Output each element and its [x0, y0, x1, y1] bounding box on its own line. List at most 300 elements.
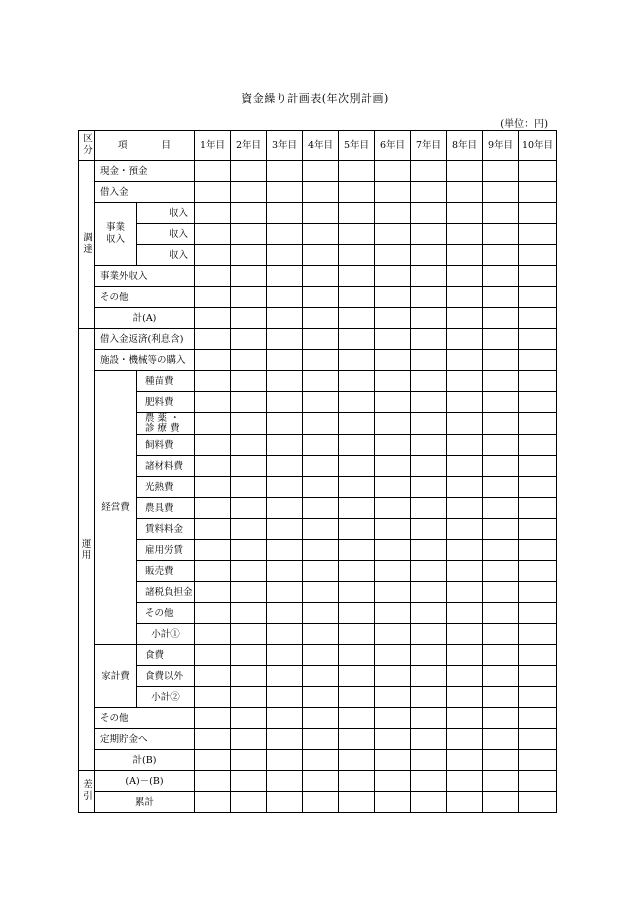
year-value-cell[interactable]: [195, 729, 231, 750]
year-value-cell[interactable]: [339, 792, 375, 813]
year-value-cell[interactable]: [483, 371, 519, 392]
year-value-cell[interactable]: [483, 540, 519, 561]
year-value-cell[interactable]: [231, 329, 267, 350]
year-value-cell[interactable]: [267, 792, 303, 813]
year-value-cell[interactable]: [411, 413, 447, 435]
year-value-cell[interactable]: [483, 224, 519, 245]
year-value-cell[interactable]: [483, 708, 519, 729]
year-value-cell[interactable]: [519, 161, 557, 182]
year-value-cell[interactable]: [267, 308, 303, 329]
year-value-cell[interactable]: [447, 350, 483, 371]
year-value-cell[interactable]: [231, 561, 267, 582]
year-value-cell[interactable]: [483, 645, 519, 666]
year-value-cell[interactable]: [303, 245, 339, 266]
year-value-cell[interactable]: [375, 182, 411, 203]
year-value-cell[interactable]: [483, 792, 519, 813]
year-value-cell[interactable]: [303, 624, 339, 645]
year-value-cell[interactable]: [411, 582, 447, 603]
year-value-cell[interactable]: [195, 519, 231, 540]
year-value-cell[interactable]: [447, 308, 483, 329]
year-value-cell[interactable]: [267, 392, 303, 413]
year-value-cell[interactable]: [519, 771, 557, 792]
year-value-cell[interactable]: [519, 687, 557, 708]
year-value-cell[interactable]: [231, 224, 267, 245]
year-value-cell[interactable]: [411, 687, 447, 708]
year-value-cell[interactable]: [231, 203, 267, 224]
year-value-cell[interactable]: [231, 750, 267, 771]
year-value-cell[interactable]: [519, 666, 557, 687]
year-value-cell[interactable]: [447, 477, 483, 498]
year-value-cell[interactable]: [303, 435, 339, 456]
year-value-cell[interactable]: [195, 708, 231, 729]
year-value-cell[interactable]: [519, 708, 557, 729]
year-value-cell[interactable]: [447, 582, 483, 603]
year-value-cell[interactable]: [195, 161, 231, 182]
year-value-cell[interactable]: [231, 645, 267, 666]
year-value-cell[interactable]: [483, 561, 519, 582]
year-value-cell[interactable]: [339, 308, 375, 329]
year-value-cell[interactable]: [267, 582, 303, 603]
year-value-cell[interactable]: [339, 540, 375, 561]
year-value-cell[interactable]: [483, 666, 519, 687]
year-value-cell[interactable]: [231, 287, 267, 308]
year-value-cell[interactable]: [303, 666, 339, 687]
year-value-cell[interactable]: [339, 266, 375, 287]
year-value-cell[interactable]: [267, 624, 303, 645]
year-value-cell[interactable]: [447, 729, 483, 750]
year-value-cell[interactable]: [375, 624, 411, 645]
year-value-cell[interactable]: [339, 477, 375, 498]
year-value-cell[interactable]: [519, 582, 557, 603]
year-value-cell[interactable]: [231, 308, 267, 329]
year-value-cell[interactable]: [231, 477, 267, 498]
year-value-cell[interactable]: [483, 519, 519, 540]
year-value-cell[interactable]: [267, 435, 303, 456]
year-value-cell[interactable]: [483, 456, 519, 477]
year-value-cell[interactable]: [519, 729, 557, 750]
year-value-cell[interactable]: [303, 498, 339, 519]
year-value-cell[interactable]: [483, 477, 519, 498]
year-value-cell[interactable]: [411, 392, 447, 413]
year-value-cell[interactable]: [483, 729, 519, 750]
year-value-cell[interactable]: [231, 435, 267, 456]
year-value-cell[interactable]: [411, 540, 447, 561]
year-value-cell[interactable]: [375, 266, 411, 287]
year-value-cell[interactable]: [303, 287, 339, 308]
year-value-cell[interactable]: [519, 266, 557, 287]
year-value-cell[interactable]: [303, 266, 339, 287]
year-value-cell[interactable]: [303, 561, 339, 582]
year-value-cell[interactable]: [339, 413, 375, 435]
year-value-cell[interactable]: [195, 413, 231, 435]
year-value-cell[interactable]: [375, 371, 411, 392]
year-value-cell[interactable]: [303, 182, 339, 203]
year-value-cell[interactable]: [483, 687, 519, 708]
year-value-cell[interactable]: [195, 750, 231, 771]
year-value-cell[interactable]: [519, 371, 557, 392]
year-value-cell[interactable]: [411, 477, 447, 498]
year-value-cell[interactable]: [195, 245, 231, 266]
year-value-cell[interactable]: [231, 792, 267, 813]
year-value-cell[interactable]: [231, 245, 267, 266]
year-value-cell[interactable]: [339, 729, 375, 750]
year-value-cell[interactable]: [519, 350, 557, 371]
year-value-cell[interactable]: [447, 224, 483, 245]
year-value-cell[interactable]: [375, 771, 411, 792]
year-value-cell[interactable]: [195, 287, 231, 308]
year-value-cell[interactable]: [375, 413, 411, 435]
year-value-cell[interactable]: [447, 771, 483, 792]
year-value-cell[interactable]: [267, 329, 303, 350]
year-value-cell[interactable]: [339, 287, 375, 308]
year-value-cell[interactable]: [339, 519, 375, 540]
year-value-cell[interactable]: [339, 350, 375, 371]
year-value-cell[interactable]: [483, 329, 519, 350]
year-value-cell[interactable]: [267, 287, 303, 308]
year-value-cell[interactable]: [447, 750, 483, 771]
year-value-cell[interactable]: [483, 161, 519, 182]
year-value-cell[interactable]: [375, 329, 411, 350]
year-value-cell[interactable]: [303, 350, 339, 371]
year-value-cell[interactable]: [195, 582, 231, 603]
year-value-cell[interactable]: [447, 435, 483, 456]
year-value-cell[interactable]: [195, 603, 231, 624]
year-value-cell[interactable]: [411, 203, 447, 224]
year-value-cell[interactable]: [483, 750, 519, 771]
year-value-cell[interactable]: [519, 792, 557, 813]
year-value-cell[interactable]: [303, 392, 339, 413]
year-value-cell[interactable]: [447, 561, 483, 582]
year-value-cell[interactable]: [411, 287, 447, 308]
year-value-cell[interactable]: [231, 540, 267, 561]
year-value-cell[interactable]: [267, 456, 303, 477]
year-value-cell[interactable]: [447, 624, 483, 645]
year-value-cell[interactable]: [303, 708, 339, 729]
year-value-cell[interactable]: [267, 477, 303, 498]
year-value-cell[interactable]: [519, 308, 557, 329]
year-value-cell[interactable]: [231, 687, 267, 708]
year-value-cell[interactable]: [303, 224, 339, 245]
year-value-cell[interactable]: [267, 561, 303, 582]
year-value-cell[interactable]: [339, 329, 375, 350]
year-value-cell[interactable]: [447, 519, 483, 540]
year-value-cell[interactable]: [195, 308, 231, 329]
year-value-cell[interactable]: [339, 708, 375, 729]
year-value-cell[interactable]: [303, 519, 339, 540]
year-value-cell[interactable]: [411, 245, 447, 266]
year-value-cell[interactable]: [339, 771, 375, 792]
year-value-cell[interactable]: [339, 561, 375, 582]
year-value-cell[interactable]: [519, 287, 557, 308]
year-value-cell[interactable]: [231, 161, 267, 182]
year-value-cell[interactable]: [483, 203, 519, 224]
year-value-cell[interactable]: [411, 329, 447, 350]
year-value-cell[interactable]: [375, 792, 411, 813]
year-value-cell[interactable]: [483, 245, 519, 266]
year-value-cell[interactable]: [447, 161, 483, 182]
year-value-cell[interactable]: [375, 435, 411, 456]
year-value-cell[interactable]: [267, 498, 303, 519]
year-value-cell[interactable]: [375, 161, 411, 182]
year-value-cell[interactable]: [339, 603, 375, 624]
year-value-cell[interactable]: [483, 266, 519, 287]
year-value-cell[interactable]: [267, 771, 303, 792]
year-value-cell[interactable]: [303, 750, 339, 771]
year-value-cell[interactable]: [339, 582, 375, 603]
year-value-cell[interactable]: [339, 371, 375, 392]
year-value-cell[interactable]: [519, 624, 557, 645]
year-value-cell[interactable]: [519, 603, 557, 624]
year-value-cell[interactable]: [483, 350, 519, 371]
year-value-cell[interactable]: [375, 498, 411, 519]
year-value-cell[interactable]: [195, 498, 231, 519]
year-value-cell[interactable]: [411, 266, 447, 287]
year-value-cell[interactable]: [195, 329, 231, 350]
year-value-cell[interactable]: [195, 540, 231, 561]
year-value-cell[interactable]: [411, 708, 447, 729]
year-value-cell[interactable]: [483, 392, 519, 413]
year-value-cell[interactable]: [375, 350, 411, 371]
year-value-cell[interactable]: [267, 708, 303, 729]
year-value-cell[interactable]: [447, 245, 483, 266]
year-value-cell[interactable]: [375, 540, 411, 561]
year-value-cell[interactable]: [195, 477, 231, 498]
year-value-cell[interactable]: [267, 666, 303, 687]
year-value-cell[interactable]: [195, 561, 231, 582]
year-value-cell[interactable]: [375, 687, 411, 708]
year-value-cell[interactable]: [483, 413, 519, 435]
year-value-cell[interactable]: [447, 413, 483, 435]
year-value-cell[interactable]: [195, 624, 231, 645]
year-value-cell[interactable]: [411, 645, 447, 666]
year-value-cell[interactable]: [231, 182, 267, 203]
year-value-cell[interactable]: [267, 182, 303, 203]
year-value-cell[interactable]: [519, 645, 557, 666]
year-value-cell[interactable]: [267, 603, 303, 624]
year-value-cell[interactable]: [231, 392, 267, 413]
year-value-cell[interactable]: [231, 771, 267, 792]
year-value-cell[interactable]: [339, 392, 375, 413]
year-value-cell[interactable]: [519, 477, 557, 498]
year-value-cell[interactable]: [267, 540, 303, 561]
year-value-cell[interactable]: [483, 308, 519, 329]
year-value-cell[interactable]: [519, 203, 557, 224]
year-value-cell[interactable]: [375, 519, 411, 540]
year-value-cell[interactable]: [303, 161, 339, 182]
year-value-cell[interactable]: [195, 456, 231, 477]
year-value-cell[interactable]: [375, 603, 411, 624]
year-value-cell[interactable]: [339, 624, 375, 645]
year-value-cell[interactable]: [375, 456, 411, 477]
year-value-cell[interactable]: [411, 182, 447, 203]
year-value-cell[interactable]: [519, 182, 557, 203]
year-value-cell[interactable]: [447, 287, 483, 308]
year-value-cell[interactable]: [267, 645, 303, 666]
year-value-cell[interactable]: [195, 182, 231, 203]
year-value-cell[interactable]: [339, 750, 375, 771]
year-value-cell[interactable]: [339, 687, 375, 708]
year-value-cell[interactable]: [375, 245, 411, 266]
year-value-cell[interactable]: [231, 603, 267, 624]
year-value-cell[interactable]: [447, 203, 483, 224]
year-value-cell[interactable]: [483, 287, 519, 308]
year-value-cell[interactable]: [339, 203, 375, 224]
year-value-cell[interactable]: [447, 645, 483, 666]
year-value-cell[interactable]: [375, 477, 411, 498]
year-value-cell[interactable]: [195, 435, 231, 456]
year-value-cell[interactable]: [231, 498, 267, 519]
year-value-cell[interactable]: [483, 771, 519, 792]
year-value-cell[interactable]: [411, 308, 447, 329]
year-value-cell[interactable]: [519, 456, 557, 477]
year-value-cell[interactable]: [483, 498, 519, 519]
year-value-cell[interactable]: [303, 329, 339, 350]
year-value-cell[interactable]: [411, 792, 447, 813]
year-value-cell[interactable]: [303, 456, 339, 477]
year-value-cell[interactable]: [231, 624, 267, 645]
year-value-cell[interactable]: [303, 203, 339, 224]
year-value-cell[interactable]: [303, 413, 339, 435]
year-value-cell[interactable]: [339, 224, 375, 245]
year-value-cell[interactable]: [519, 498, 557, 519]
year-value-cell[interactable]: [411, 350, 447, 371]
year-value-cell[interactable]: [267, 203, 303, 224]
year-value-cell[interactable]: [375, 582, 411, 603]
year-value-cell[interactable]: [231, 456, 267, 477]
year-value-cell[interactable]: [519, 413, 557, 435]
year-value-cell[interactable]: [303, 582, 339, 603]
year-value-cell[interactable]: [447, 666, 483, 687]
year-value-cell[interactable]: [447, 266, 483, 287]
year-value-cell[interactable]: [375, 645, 411, 666]
year-value-cell[interactable]: [195, 666, 231, 687]
year-value-cell[interactable]: [375, 708, 411, 729]
year-value-cell[interactable]: [447, 687, 483, 708]
year-value-cell[interactable]: [411, 750, 447, 771]
year-value-cell[interactable]: [303, 477, 339, 498]
year-value-cell[interactable]: [483, 624, 519, 645]
year-value-cell[interactable]: [411, 561, 447, 582]
year-value-cell[interactable]: [483, 182, 519, 203]
year-value-cell[interactable]: [231, 266, 267, 287]
year-value-cell[interactable]: [195, 371, 231, 392]
year-value-cell[interactable]: [267, 687, 303, 708]
year-value-cell[interactable]: [195, 203, 231, 224]
year-value-cell[interactable]: [519, 750, 557, 771]
year-value-cell[interactable]: [231, 708, 267, 729]
year-value-cell[interactable]: [303, 371, 339, 392]
year-value-cell[interactable]: [231, 729, 267, 750]
year-value-cell[interactable]: [447, 603, 483, 624]
year-value-cell[interactable]: [447, 182, 483, 203]
year-value-cell[interactable]: [195, 224, 231, 245]
year-value-cell[interactable]: [339, 245, 375, 266]
year-value-cell[interactable]: [231, 582, 267, 603]
year-value-cell[interactable]: [267, 161, 303, 182]
year-value-cell[interactable]: [267, 519, 303, 540]
year-value-cell[interactable]: [339, 498, 375, 519]
year-value-cell[interactable]: [447, 392, 483, 413]
year-value-cell[interactable]: [303, 645, 339, 666]
year-value-cell[interactable]: [195, 266, 231, 287]
year-value-cell[interactable]: [375, 392, 411, 413]
year-value-cell[interactable]: [375, 224, 411, 245]
year-value-cell[interactable]: [483, 435, 519, 456]
year-value-cell[interactable]: [267, 729, 303, 750]
year-value-cell[interactable]: [267, 224, 303, 245]
year-value-cell[interactable]: [195, 771, 231, 792]
year-value-cell[interactable]: [267, 371, 303, 392]
year-value-cell[interactable]: [267, 350, 303, 371]
year-value-cell[interactable]: [411, 456, 447, 477]
year-value-cell[interactable]: [195, 792, 231, 813]
year-value-cell[interactable]: [411, 666, 447, 687]
year-value-cell[interactable]: [231, 371, 267, 392]
year-value-cell[interactable]: [303, 771, 339, 792]
year-value-cell[interactable]: [447, 708, 483, 729]
year-value-cell[interactable]: [483, 603, 519, 624]
year-value-cell[interactable]: [375, 203, 411, 224]
year-value-cell[interactable]: [411, 371, 447, 392]
year-value-cell[interactable]: [375, 666, 411, 687]
year-value-cell[interactable]: [231, 413, 267, 435]
year-value-cell[interactable]: [195, 645, 231, 666]
year-value-cell[interactable]: [447, 498, 483, 519]
year-value-cell[interactable]: [303, 603, 339, 624]
year-value-cell[interactable]: [411, 771, 447, 792]
year-value-cell[interactable]: [339, 161, 375, 182]
year-value-cell[interactable]: [483, 582, 519, 603]
year-value-cell[interactable]: [303, 687, 339, 708]
year-value-cell[interactable]: [519, 392, 557, 413]
year-value-cell[interactable]: [195, 392, 231, 413]
year-value-cell[interactable]: [411, 624, 447, 645]
year-value-cell[interactable]: [375, 750, 411, 771]
year-value-cell[interactable]: [231, 350, 267, 371]
year-value-cell[interactable]: [375, 308, 411, 329]
year-value-cell[interactable]: [411, 603, 447, 624]
year-value-cell[interactable]: [519, 435, 557, 456]
year-value-cell[interactable]: [447, 540, 483, 561]
year-value-cell[interactable]: [411, 224, 447, 245]
year-value-cell[interactable]: [447, 329, 483, 350]
year-value-cell[interactable]: [519, 519, 557, 540]
year-value-cell[interactable]: [411, 498, 447, 519]
year-value-cell[interactable]: [411, 161, 447, 182]
year-value-cell[interactable]: [339, 435, 375, 456]
year-value-cell[interactable]: [339, 456, 375, 477]
year-value-cell[interactable]: [519, 224, 557, 245]
year-value-cell[interactable]: [303, 792, 339, 813]
year-value-cell[interactable]: [303, 729, 339, 750]
year-value-cell[interactable]: [519, 561, 557, 582]
year-value-cell[interactable]: [267, 266, 303, 287]
year-value-cell[interactable]: [375, 561, 411, 582]
year-value-cell[interactable]: [339, 182, 375, 203]
year-value-cell[interactable]: [267, 413, 303, 435]
year-value-cell[interactable]: [267, 245, 303, 266]
year-value-cell[interactable]: [519, 540, 557, 561]
year-value-cell[interactable]: [411, 519, 447, 540]
year-value-cell[interactable]: [375, 287, 411, 308]
year-value-cell[interactable]: [447, 792, 483, 813]
year-value-cell[interactable]: [303, 540, 339, 561]
year-value-cell[interactable]: [339, 645, 375, 666]
year-value-cell[interactable]: [411, 729, 447, 750]
year-value-cell[interactable]: [231, 519, 267, 540]
year-value-cell[interactable]: [267, 750, 303, 771]
year-value-cell[interactable]: [195, 350, 231, 371]
